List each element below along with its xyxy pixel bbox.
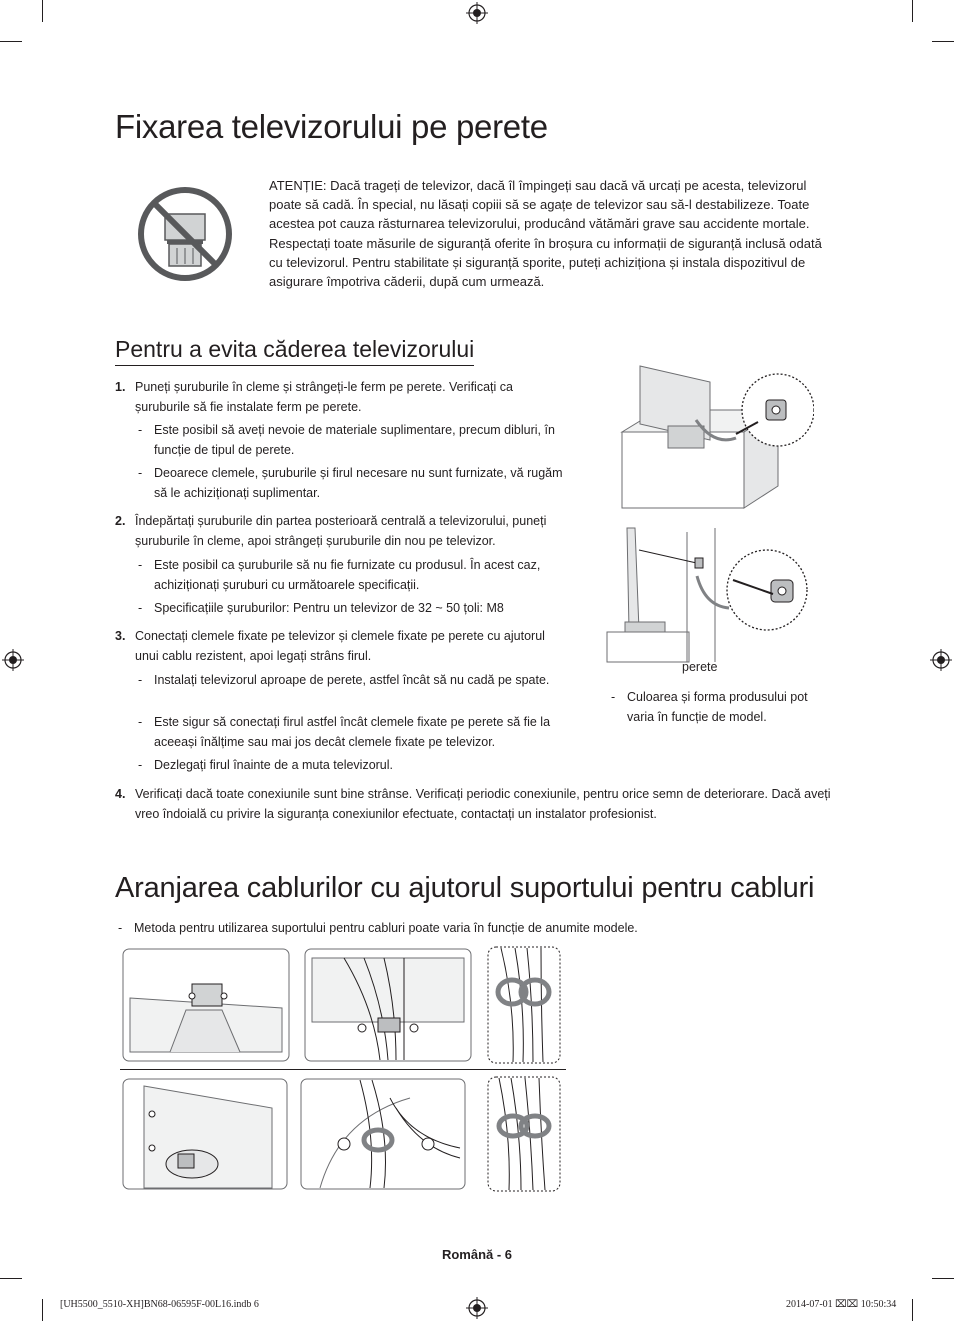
note-text: Instalați televizorul aproape de perete, astfel încât să nu cadă pe spate.: [154, 673, 550, 687]
step-text: Îndepărtați șuruburile din partea posterioară centrală a televizorului, puneți șuruburile în cleme, apoi strângeți șuruburile din nou pe televizor.: [135, 514, 547, 548]
cable-holder-detail-1-illustration: [487, 946, 561, 1064]
crop-mark: [42, 1299, 43, 1321]
crop-mark: [912, 0, 913, 22]
crop-mark: [932, 1278, 954, 1279]
dash: -: [138, 466, 143, 480]
step-number: 3.: [115, 629, 126, 643]
dash: -: [138, 558, 143, 572]
note-text: Metoda pentru utilizarea suportului pentru cabluri poate varia în funcție de anumite modele.: [134, 921, 638, 935]
dash: -: [138, 601, 143, 615]
tv-wall-clamp-illustration: [618, 362, 814, 510]
note-text: Specificațiile șuruburilor: Pentru un televizor de 32 ~ 50 țoli: M8: [154, 601, 504, 615]
note-text: Este sigur să conectați firul astfel încât clemele fixate pe perete să fie la aceeași înălțime sau mai jos decât clemele fixate pe televizor.: [154, 715, 551, 749]
step-text: Verificați dacă toate conexiunile sunt bine strânse. Verificați periodic conexiunile, pentru orice semn de deteriorare. Dacă aveți vreo îndoială cu privire la siguranța conexiunilor efectuate, contactați un instalator profesionist.: [135, 787, 831, 821]
note-text: Deoarece clemele, șuruburile și firul necesare nu sunt furnizate, vă rugăm să le achiziționați suplimentar.: [154, 466, 563, 500]
divider: [120, 1069, 566, 1070]
dash: -: [611, 690, 616, 704]
dash: -: [138, 423, 143, 437]
section-title-cable-arrangement: Aranjarea cablurilor cu ajutorul suportului pentru cabluri: [115, 872, 815, 904]
step-text: Conectați clemele fixate pe televizor și clemele fixate pe perete cu ajutorul unui cablu rezistent, apoi legați strâns firul.: [135, 629, 545, 663]
print-info-right: 2014-07-01 ⌧⌧ 10:50:34: [786, 1299, 897, 1310]
crop-mark: [932, 41, 954, 42]
crop-mark: [0, 41, 22, 42]
cable-holder-detail-2-illustration: [487, 1076, 561, 1192]
cable-holder-step-4-illustration: [300, 1078, 466, 1190]
dash: -: [138, 758, 143, 772]
note-text: Dezlegați firul înainte de a muta televizorul.: [154, 758, 394, 772]
cable-holder-step-3-illustration: [122, 1078, 288, 1190]
note-text: Culoarea și forma produsului pot varia în funcție de model.: [627, 690, 808, 724]
step-number: 4.: [115, 787, 126, 801]
crop-mark: [0, 1278, 22, 1279]
registration-mark-icon: [466, 2, 488, 24]
warning-text: ATENȚIE: Dacă trageți de televizor, dacă îl împingeți sau dacă vă urcați pe acesta, televizorul poate să cadă. În special, nu lăsați copiii să se agațe de televizor sau să-l destabilizeze. Toate acestea pot cauza răsturnarea televizorului, producând vătămări grave sau accidente mortale. Respectați toate măsurile de siguranță oferite în broșura cu informații de siguranță inclusă odată cu televizorul. Pentru stabilitate și siguranță sporite, puteți achiziționa și instala dispozitivul de asigurare împotriva căderii, după cum urmează.: [269, 178, 822, 290]
cable-holder-step-2-illustration: [304, 948, 472, 1062]
crop-mark: [912, 1299, 913, 1321]
cable-holder-step-1-illustration: [122, 948, 290, 1062]
note-text: Este posibil să aveți nevoie de materiale suplimentare, precum dibluri, în funcție de tipul de perete.: [154, 423, 555, 457]
crop-mark: [42, 0, 43, 22]
registration-mark-icon: [466, 1297, 488, 1319]
registration-mark-icon: [930, 649, 952, 671]
step-number: 1.: [115, 380, 126, 394]
dash: -: [138, 673, 143, 687]
dash: -: [138, 715, 143, 729]
page-number: Română - 6: [441, 1247, 513, 1262]
no-climbing-tv-icon: [137, 186, 233, 282]
section-title-prevent-fall: Pentru a evita căderea televizorului: [115, 336, 474, 366]
wall-label: perete: [682, 660, 718, 674]
print-info-left: [UH5500_5510-XH]BN68-06595F-00L16.indb 6: [60, 1299, 259, 1310]
registration-mark-icon: [2, 649, 24, 671]
dash: -: [118, 921, 123, 935]
page-title: Fixarea televizorului pe perete: [115, 108, 548, 145]
note-text: Este posibil ca șuruburile să nu fie furnizate cu produsul. În acest caz, achiziționați șuruburi cu următoarele specificații.: [154, 558, 541, 592]
step-text: Puneți șuruburile în cleme și strângeți-le ferm pe perete. Verificați ca șuruburile să fie instalate ferm pe perete.: [135, 380, 513, 414]
tv-side-wall-illustration: [605, 524, 820, 664]
step-number: 2.: [115, 514, 126, 528]
